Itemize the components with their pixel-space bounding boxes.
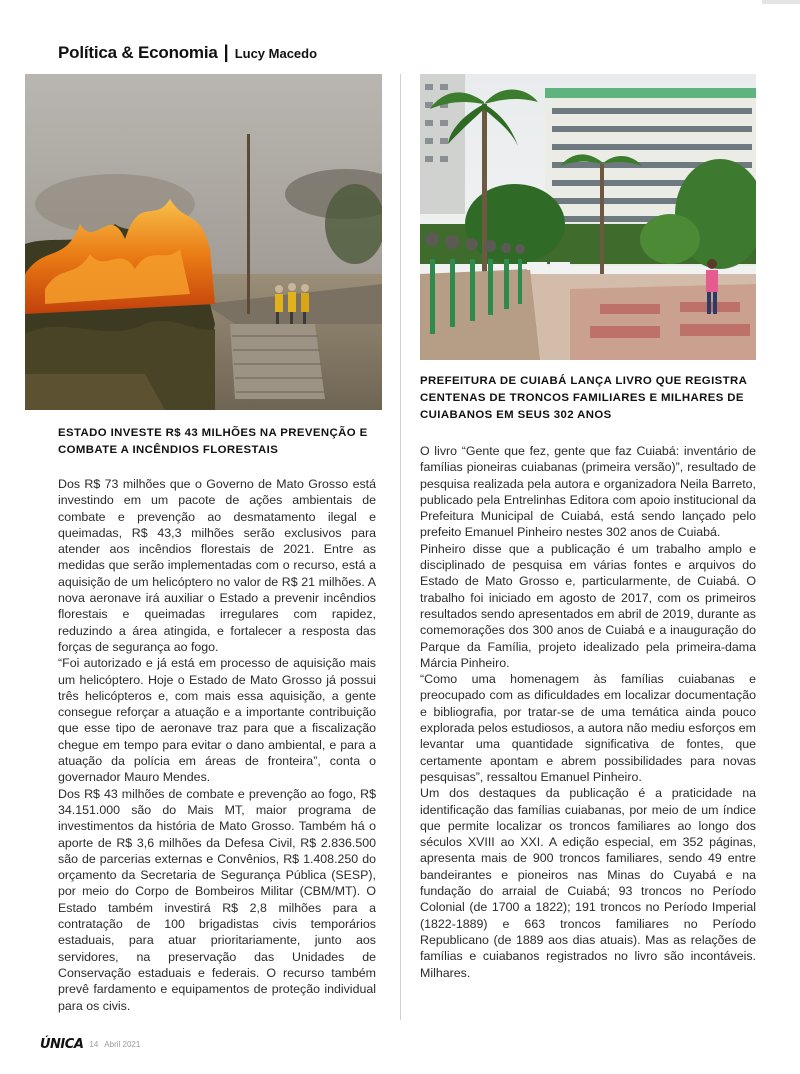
paragraph: Um dos destaques da publicação é a praticidade na identificação das famílias cuiabanas, por meio de um índice que permite localizar os troncos familiares ao longo dos séculos XVIII ao XXI. A edição especial, em 352 páginas, apresenta mais de 900 troncos familiares, sendo 49 entre bandeirantes e pioneiros nas Minas do Cuyabá e na fundação do arraial de Cuiabá; 93 troncos no Período Colonial (de 1700 a 1822); 191 troncos no Período Imperial (1822-1889) e 663 troncos familiares no Período Republicano (de 1889 aos dias atuais). Mas as relações de famílias e cuiabanos registrados no livro são incontáveis. Milhares.: [420, 786, 756, 980]
magazine-logo: ÚNICA: [40, 1037, 84, 1052]
header-divider: |: [223, 42, 229, 62]
paragraph: Pinheiro disse que a publicação é um trabalho amplo e disciplinado de pesquisa em várias fontes e arquivos do Estado de Mato Grosso e, particularmente, de Cuiabá. O trabalho foi iniciado em agosto de 2017, com os primeiros resultados sendo apresentados em abril de 2019, durante as comemorações dos 300 anos de Cuiabá e a inauguração do Parque da Família, projeto idealizado pela primeira-dama Márcia Pinheiro.: [420, 541, 756, 670]
right-article-body: [420, 443, 756, 981]
page-number: 14: [89, 1040, 99, 1049]
author-name: Lucy Macedo: [234, 46, 318, 61]
page-footer: [40, 1037, 140, 1052]
paragraph: Dos R$ 73 milhões que o Governo de Mato Grosso está investindo em um pacote de ações ambientais de combate e prevenção ao desmatamento ilegal e queimadas, R$ 43,3 milhões serão exclusivos para atender aos incêndios florestais de 2021. Entre as medidas que serão implementadas com o recurso, está a aquisição de um helicóptero no valor de R$ 21 milhões. A nova aeronave irá auxiliar o Estado a prevenir incêndios florestais e queimadas irregulares com rapidez, reduzindo a área atingida, e fortalecer a resposta das forças de segurança ao fogo.: [58, 477, 376, 654]
page-header: [58, 42, 317, 63]
corner-mark: [762, 0, 800, 4]
paragraph: O livro “Gente que fez, gente que faz Cuiabá: inventário de famílias pioneiras cuiabanas (primeira versão)”, resultado de pesquisa realizada pela autora e organizadora Neila Barreto, publicado pela Entrelinhas Editora com apoio institucional da Prefeitura Municipal de Cuiabá, está sendo lançado pelo prefeito Emanuel Pinheiro nestes 302 anos de Cuiabá.: [420, 444, 756, 540]
paragraph: “Como uma homenagem às famílias cuiabanas e preocupado com as dificuldades em localizar documentação e bibliografia, por tratar-se de uma temática ainda pouco explorada pelos estudiosos, a autora não mediu esforços em levantar uma quantidade significativa de fontes, que certamente apontam e abrem possibilidades para novas pesquisas”, ressaltou Emanuel Pinheiro.: [420, 672, 756, 784]
fire-scene-photo: [25, 74, 382, 410]
paragraph: Dos R$ 43 milhões de combate e prevenção ao fogo, R$ 34.151.000 são do Mais MT, maior programa de investimentos da história de Mato Grosso. Também há o aporte de R$ 3,6 milhões da Defesa Civil, R$ 2.836.500 são de parcerias externas e Convênios, R$ 1.408.250 do orçamento da Secretaria de Segurança Pública (SESP), por meio do Corpo de Bombeiros Militar (CBM/MT). O Estado também investirá R$ 2,8 milhões para a contratação de 100 brigadistas civis temporários estaduais, para atuar prioritariamente, junto aos servidores, na preservação das Unidades de Conservação estaduais e federais. O recurso também prevê fardamento e equipamentos de proteção individual para os civis.: [58, 786, 376, 1013]
issue-date: Abril 2021: [104, 1040, 141, 1049]
city-hall-square-photo: [420, 74, 756, 360]
section-title: Política & Economia: [58, 43, 218, 62]
paragraph: “Foi autorizado e já está em processo de aquisição mais um helicóptero. Hoje o Estado de Mato Grosso já possui três helicópteros e, com mais essa aquisição, a gente consegue reforçar a atuação e a importante contribuição que esse tipo de aeronave traz para que a fiscalização chegue em tempo para evitar o dano ambiental, e para a atuação da polícia em áreas de fronteira”, conta o governador Mauro Mendes.: [58, 656, 376, 785]
column-divider: [400, 74, 401, 1020]
left-article-body: [58, 476, 376, 1014]
left-article-headline: ESTADO INVESTE R$ 43 MILHÕES NA PREVENÇÃO E COMBATE A INCÊNDIOS FLORESTAIS: [58, 427, 368, 456]
right-article-headline: PREFEITURA DE CUIABÁ LANÇA LIVRO QUE REGISTRA CENTENAS DE TRONCOS FAMILIARES E MILHARES DE CUIABANOS EM SEUS 302 ANOS: [420, 375, 747, 421]
